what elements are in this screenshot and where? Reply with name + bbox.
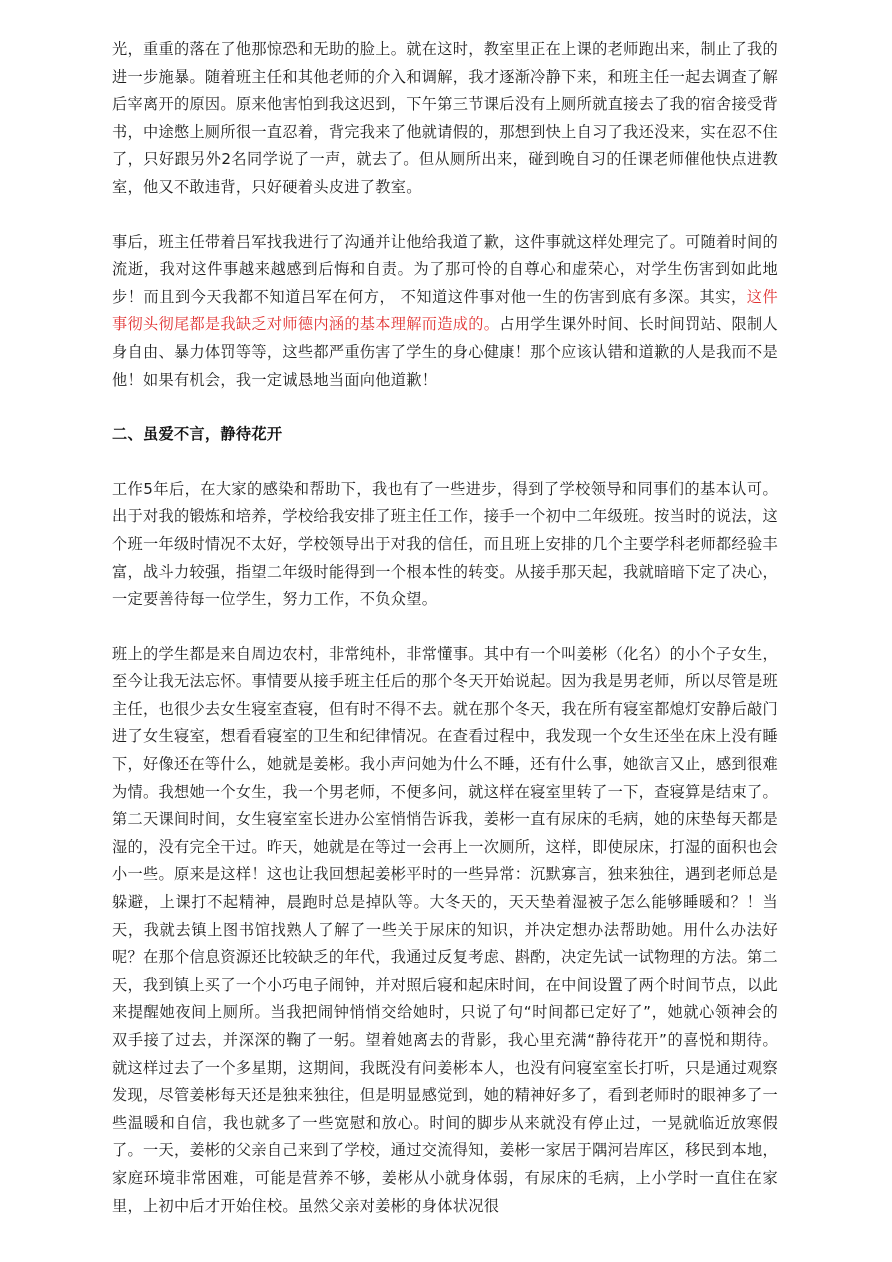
- section-heading: 二、虽爱不言，静待花开: [112, 425, 283, 444]
- paragraph-text-after: 占用学生课外时间、长时间罚站、限制人身自由、暴力体罚等等，这些都严重伤害了学生的身心健康！那个应该认错和道歉的人是我而不是他！如果有机会，我一定诚恳地当面向他道歉！: [112, 315, 779, 389]
- paragraph-text: 班上的学生都是来自周边农村，非常纯朴，非常懂事。其中有一个叫姜彬（化名）的小个子女生，至今让我无法忘怀。事情要从接手班主任后的那个冬天开始说起。因为我是男老师，所以尽管是班主任，也很少去女生寝室查寝，但有时不得不去。就在那个冬天，我在所有寝室都熄灯安静后敲门进了女生寝室，想看看寝室的卫生和纪律情况。在查看过程中，我发现一个女生还坐在床上没有睡下，好像还在等什么，她就是姜彬。我小声问她为什么不睡，还有什么事，她欲言又止，感到很难为情。我想她一个女生，我一个男老师，不便多问，就这样在寝室里转了一下，查寝算是结束了。第二天课间时间，女生寝室室长进办公室悄悄告诉我，姜彬一直有尿床的毛病，她的床垫每天都是湿的，没有完全干过。昨天，她就是在等过一会再上一次厕所，这样，即使尿床，打湿的面积也会小一些。原来是这样！这也让我回想起姜彬平时的一些异常：沉默寡言，独来独往，遇到老师总是躲避，上课打不起精神，晨跑时总是掉队等。大冬天的，天天垫着湿被子怎么能够睡暖和？！当天，我就去镇上图书馆找熟人了解了一些关于尿床的知识，并决定想办法帮助她。用什么办法好呢？在那个信息资源还比较缺乏的年代，我通过反复考虑、斟酌，决定先试一试物理的方法。第二天，我到镇上买了一个小巧电子闹钟，并对照后寝和起床时间，在中间设置了两个时间节点，以此来提醒她夜间上厕所。当我把闹钟悄悄交给她时，只说了句“时间都已定好了”，她就心领神会的双手接了过去，并深深的鞠了一躬。望着她离去的背影，我心里充满“静待花开”的喜悦和期待。就这样过去了一个多星期，这期间，我既没有问姜彬本人，也没有问寝室室长打听，只是通过观察发现，尽管姜彬每天还是独来独往，但是明显感觉到，她的精神好多了，看到老师时的眼神多了一些温暖和自信，我也就多了一些宽慰和放心。时间的脚步从来就没有停止过，一晃就临近放寒假了。一天，姜彬的父亲自己来到了学校，通过交流得知，姜彬一家居于隅河岩库区，移民到本地，家庭环境非常困难，可能是营养不够，姜彬从小就身体弱，有尿床的毛病，上小学时一直住在家里，上初中后才开始住校。虽然父亲对姜彬的身体状况很: [112, 644, 778, 1215]
- paragraph-reflection: [112, 229, 778, 395]
- paragraph-story-ending: [112, 36, 778, 202]
- highlighted-sentence: 这件事彻头彻尾都是我缺乏对师德内涵的基本理解而造成的。: [112, 287, 778, 334]
- paragraph-text: 光，重重的落在了他那惊恐和无助的脸上。就在这时，教室里正在上课的老师跑出来，制止了我的进一步施暴。随着班主任和其他老师的介入和调解，我才逐渐冷静下来，和班主任一起去调查了解后宰离开的原因。原来他害怕到我这迟到，下午第三节课后没有上厕所就直接去了我的宿舍接受背书，中途憋上厕所很一直忍着，背完我来了他就请假的，那想到快上自习了我还没来，实在忍不住了，只好跟另外2名同学说了一声，就去了。但从厕所出来，碰到晚自习的任课老师催他快点进教室，他又不敢违背，只好硬着头皮进了教室。: [112, 40, 778, 196]
- document-page: [112, 36, 778, 1220]
- paragraph-section-intro: [112, 476, 778, 614]
- paragraph-jiangbin-story: [112, 641, 778, 1220]
- paragraph-text-before: 事后，班主任带着吕军找我进行了沟通并让他给我道了歉，这件事就这样处理完了。可随着时间的流逝，我对这件事越来越感到后悔和自责。为了那可怜的自尊心和虚荣心，对学生伤害到如此地步！而且到今天我都不知道吕军在何方， 不知道这件事对他一生的伤害到底有多深。其实，: [112, 232, 778, 306]
- paragraph-text: 工作5年后，在大家的感染和帮助下，我也有了一些进步，得到了学校领导和同事们的基本认可。出于对我的锻炼和培养，学校给我安排了班主任工作，接手一个初中二年级班。按当时的说法，这个班一年级时情况不太好，学校领导出于对我的信任，而且班上安排的几个主要学科老师都经验丰富，战斗力较强，指望二年级时能得到一个根本性的转变。从接手那天起，我就暗暗下定了决心，一定要善待每一位学生，努力工作，不负众望。: [112, 479, 778, 609]
